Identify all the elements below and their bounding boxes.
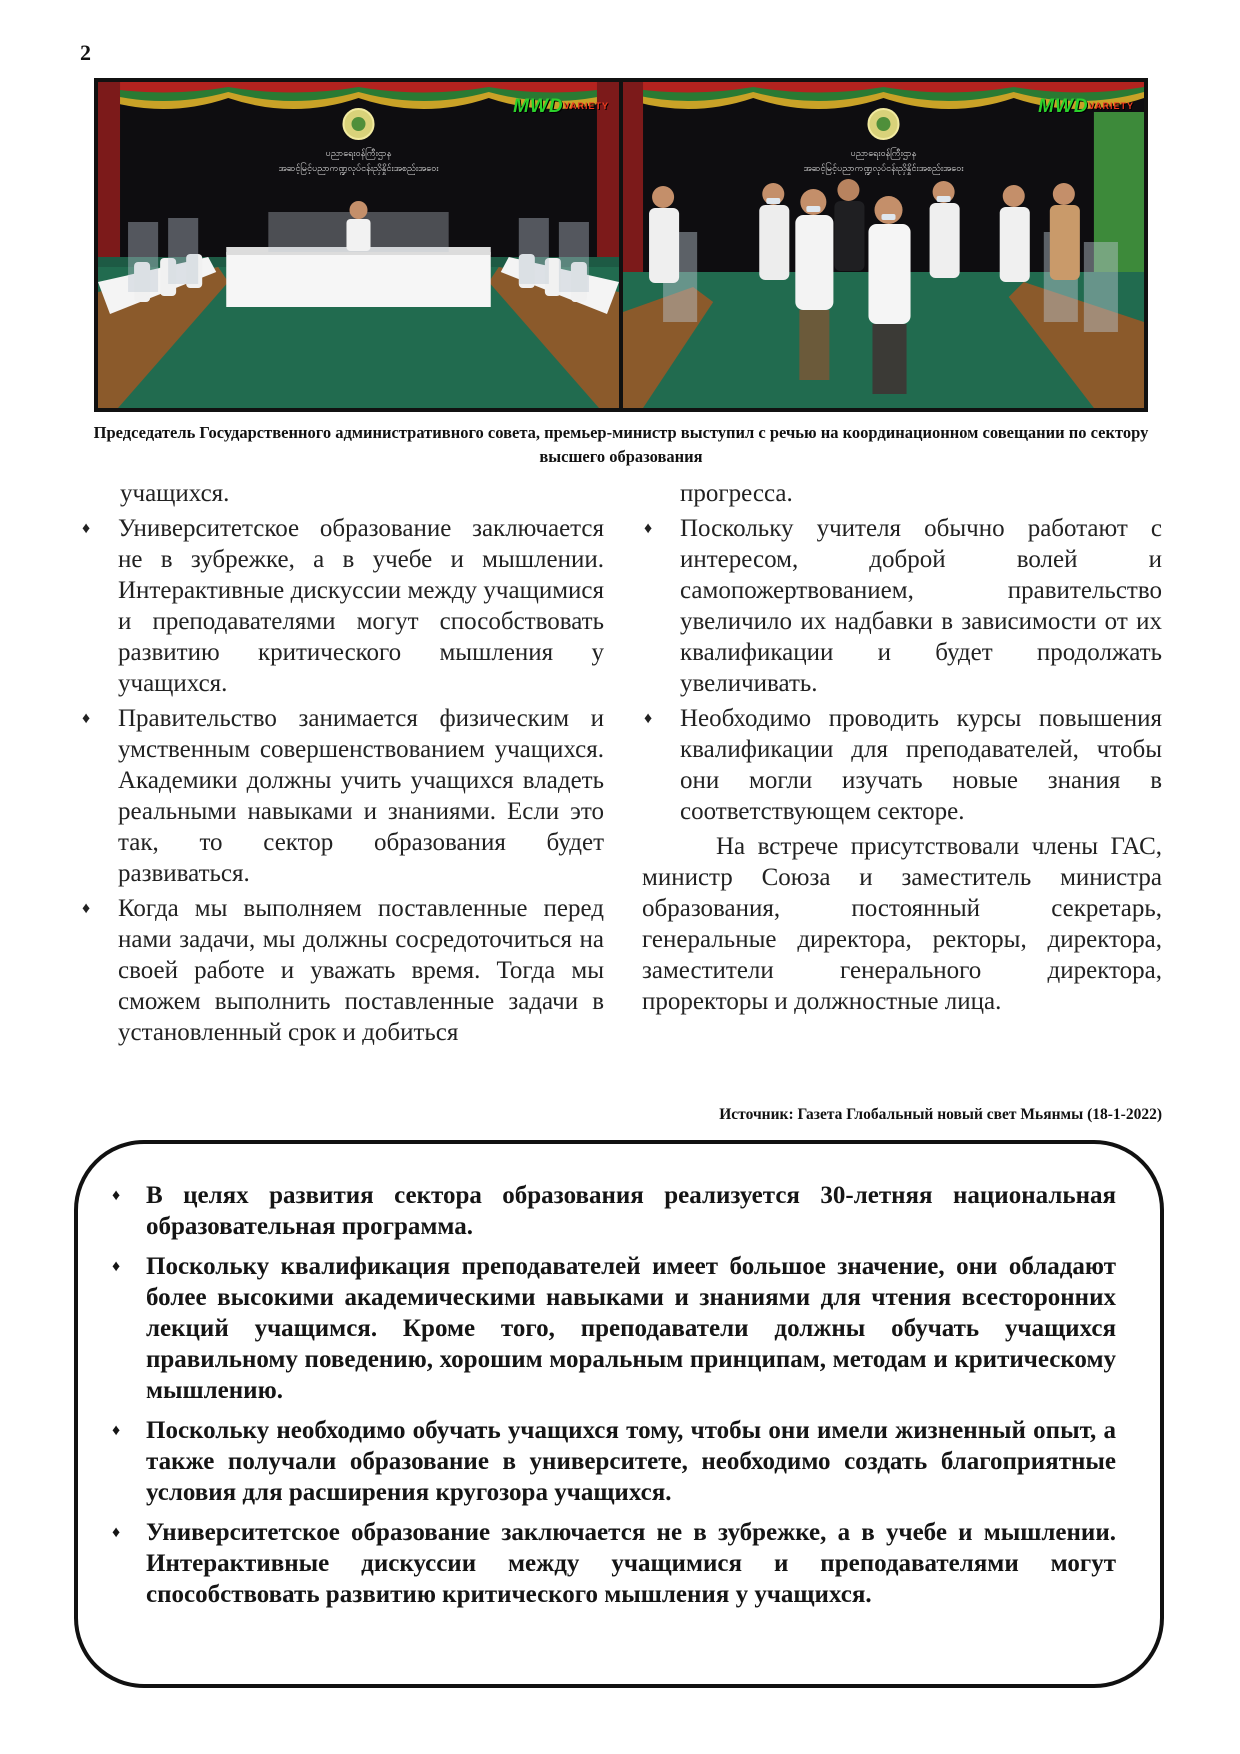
photo-caption: Председатель Государственного административного совета, премьер-министр выступил с речью на координационном совещании по сектору высшего образования bbox=[93, 423, 1149, 466]
diamond-bullet-icon: ♦ bbox=[82, 520, 91, 537]
diamond-bullet-icon: ♦ bbox=[112, 1524, 121, 1541]
svg-text:ပညာရေးဝန်ကြီးဌာန: ပညာရေးဝန်ကြီးဌာန bbox=[850, 149, 917, 159]
article-column-right bbox=[642, 478, 1162, 1017]
list-item: ♦ Правительство занимается физическим и умственным совершенствованием учащихся. Академики должны учить учащихся владеть реальными навыками и знаниями. Если это так, то сектор образования будет развиваться. bbox=[82, 705, 604, 887]
diamond-bullet-icon: ♦ bbox=[82, 900, 91, 917]
article-column-left bbox=[82, 478, 604, 1052]
diamond-bullet-icon: ♦ bbox=[644, 520, 653, 537]
meeting-photo-left bbox=[98, 82, 619, 408]
tv-channel-logo: MWDVARIETY bbox=[1038, 96, 1134, 117]
list-item: ♦ Необходимо проводить курсы повышения квалификации для преподавателей, чтобы они могли изучать новые знания в соответствующем секторе. bbox=[644, 705, 1162, 825]
attendees-paragraph: На встрече присутствовали члены ГАС, министр Союза и заместитель министра образования, постоянный секретарь, генеральные директора, ректоры, директора, заместители генерального директора, проректоры и должностные лица. bbox=[642, 833, 1162, 1015]
summary-box bbox=[74, 1140, 1164, 1688]
list-item: ♦ Когда мы выполняем поставленные перед нами задачи, мы должны сосредоточиться на своей работе и уважать время. Тогда мы сможем выполнить поставленные задачи в установленный срок и добиться bbox=[82, 895, 604, 1046]
list-item: ♦ В целях развития сектора образования реализуется 30-летняя национальная образовательная программа. bbox=[112, 1182, 1116, 1240]
officials-walking-image bbox=[623, 82, 1144, 408]
diamond-bullet-icon: ♦ bbox=[112, 1187, 121, 1204]
continuation-text: учащихся. bbox=[120, 480, 230, 507]
source-credit: Источник: Газета Глобальный новый свет Мьянмы (18-1-2022) bbox=[719, 1106, 1162, 1123]
diamond-bullet-icon: ♦ bbox=[82, 710, 91, 727]
photo-strip bbox=[94, 78, 1148, 412]
diamond-bullet-icon: ♦ bbox=[112, 1422, 121, 1439]
diamond-bullet-icon: ♦ bbox=[644, 710, 653, 727]
diamond-bullet-icon: ♦ bbox=[112, 1258, 121, 1275]
meeting-hall-image bbox=[98, 82, 619, 408]
list-item: ♦ Поскольку необходимо обучать учащихся тому, чтобы они имели жизненный опыт, а также получали образование в университете, необходимо создать благоприятные условия для расширения кругозора учащихся. bbox=[112, 1417, 1116, 1506]
list-item: ♦ Университетское образование заключается не в зубрежке, а в учебе и мышлении. Интерактивные дискуссии между учащимися и преподавателями могут способствовать развитию критического мышления у учащихся. bbox=[112, 1519, 1116, 1608]
tv-channel-logo: MWDVARIETY bbox=[513, 96, 609, 117]
svg-text:အဆင့်မြင့်ပညာကဏ္ဍလုပ်ငန်းညှိနှ: အဆင့်မြင့်ပညာကဏ္ဍလုပ်ငန်းညှိနှိုင်းအစည်းအဝေး bbox=[278, 164, 439, 174]
svg-text:ပညာရေးဝန်ကြီးဌာန: ပညာရေးဝန်ကြီးဌာန bbox=[325, 149, 392, 159]
list-item: ♦ Поскольку учителя обычно работают с интересом, доброй волей и самопожертвованием, правительство увеличило их надбавки в зависимости от их квалификации и будет продолжать увеличивать. bbox=[644, 515, 1162, 697]
list-item: ♦ Университетское образование заключается не в зубрежке, а в учебе и мышлении. Интерактивные дискуссии между учащимися и преподавателями могут способствовать развитию критического мышления у учащихся. bbox=[82, 515, 604, 697]
meeting-photo-right bbox=[623, 82, 1144, 408]
continuation-text: прогресса. bbox=[680, 480, 793, 507]
page-number: 2 bbox=[80, 40, 91, 65]
bullet-list bbox=[82, 513, 604, 1048]
summary-list bbox=[78, 1144, 1160, 1610]
list-item: ♦ Поскольку квалификация преподавателей имеет большое значение, они обладают более высокими академическими навыками и знаниями для чтения всесторонних лекций учащимся. Кроме того, преподаватели должны обучать учащихся правильному поведению, хорошим моральным принципам, методам и критическому мышлению. bbox=[112, 1253, 1116, 1404]
svg-text:အဆင့်မြင့်ပညာကဏ္ဍလုပ်ငန်းညှိနှ: အဆင့်မြင့်ပညာကဏ္ဍလုပ်ငန်းညှိနှိုင်းအစည်းအဝေး bbox=[803, 164, 964, 174]
bullet-list bbox=[642, 513, 1162, 827]
